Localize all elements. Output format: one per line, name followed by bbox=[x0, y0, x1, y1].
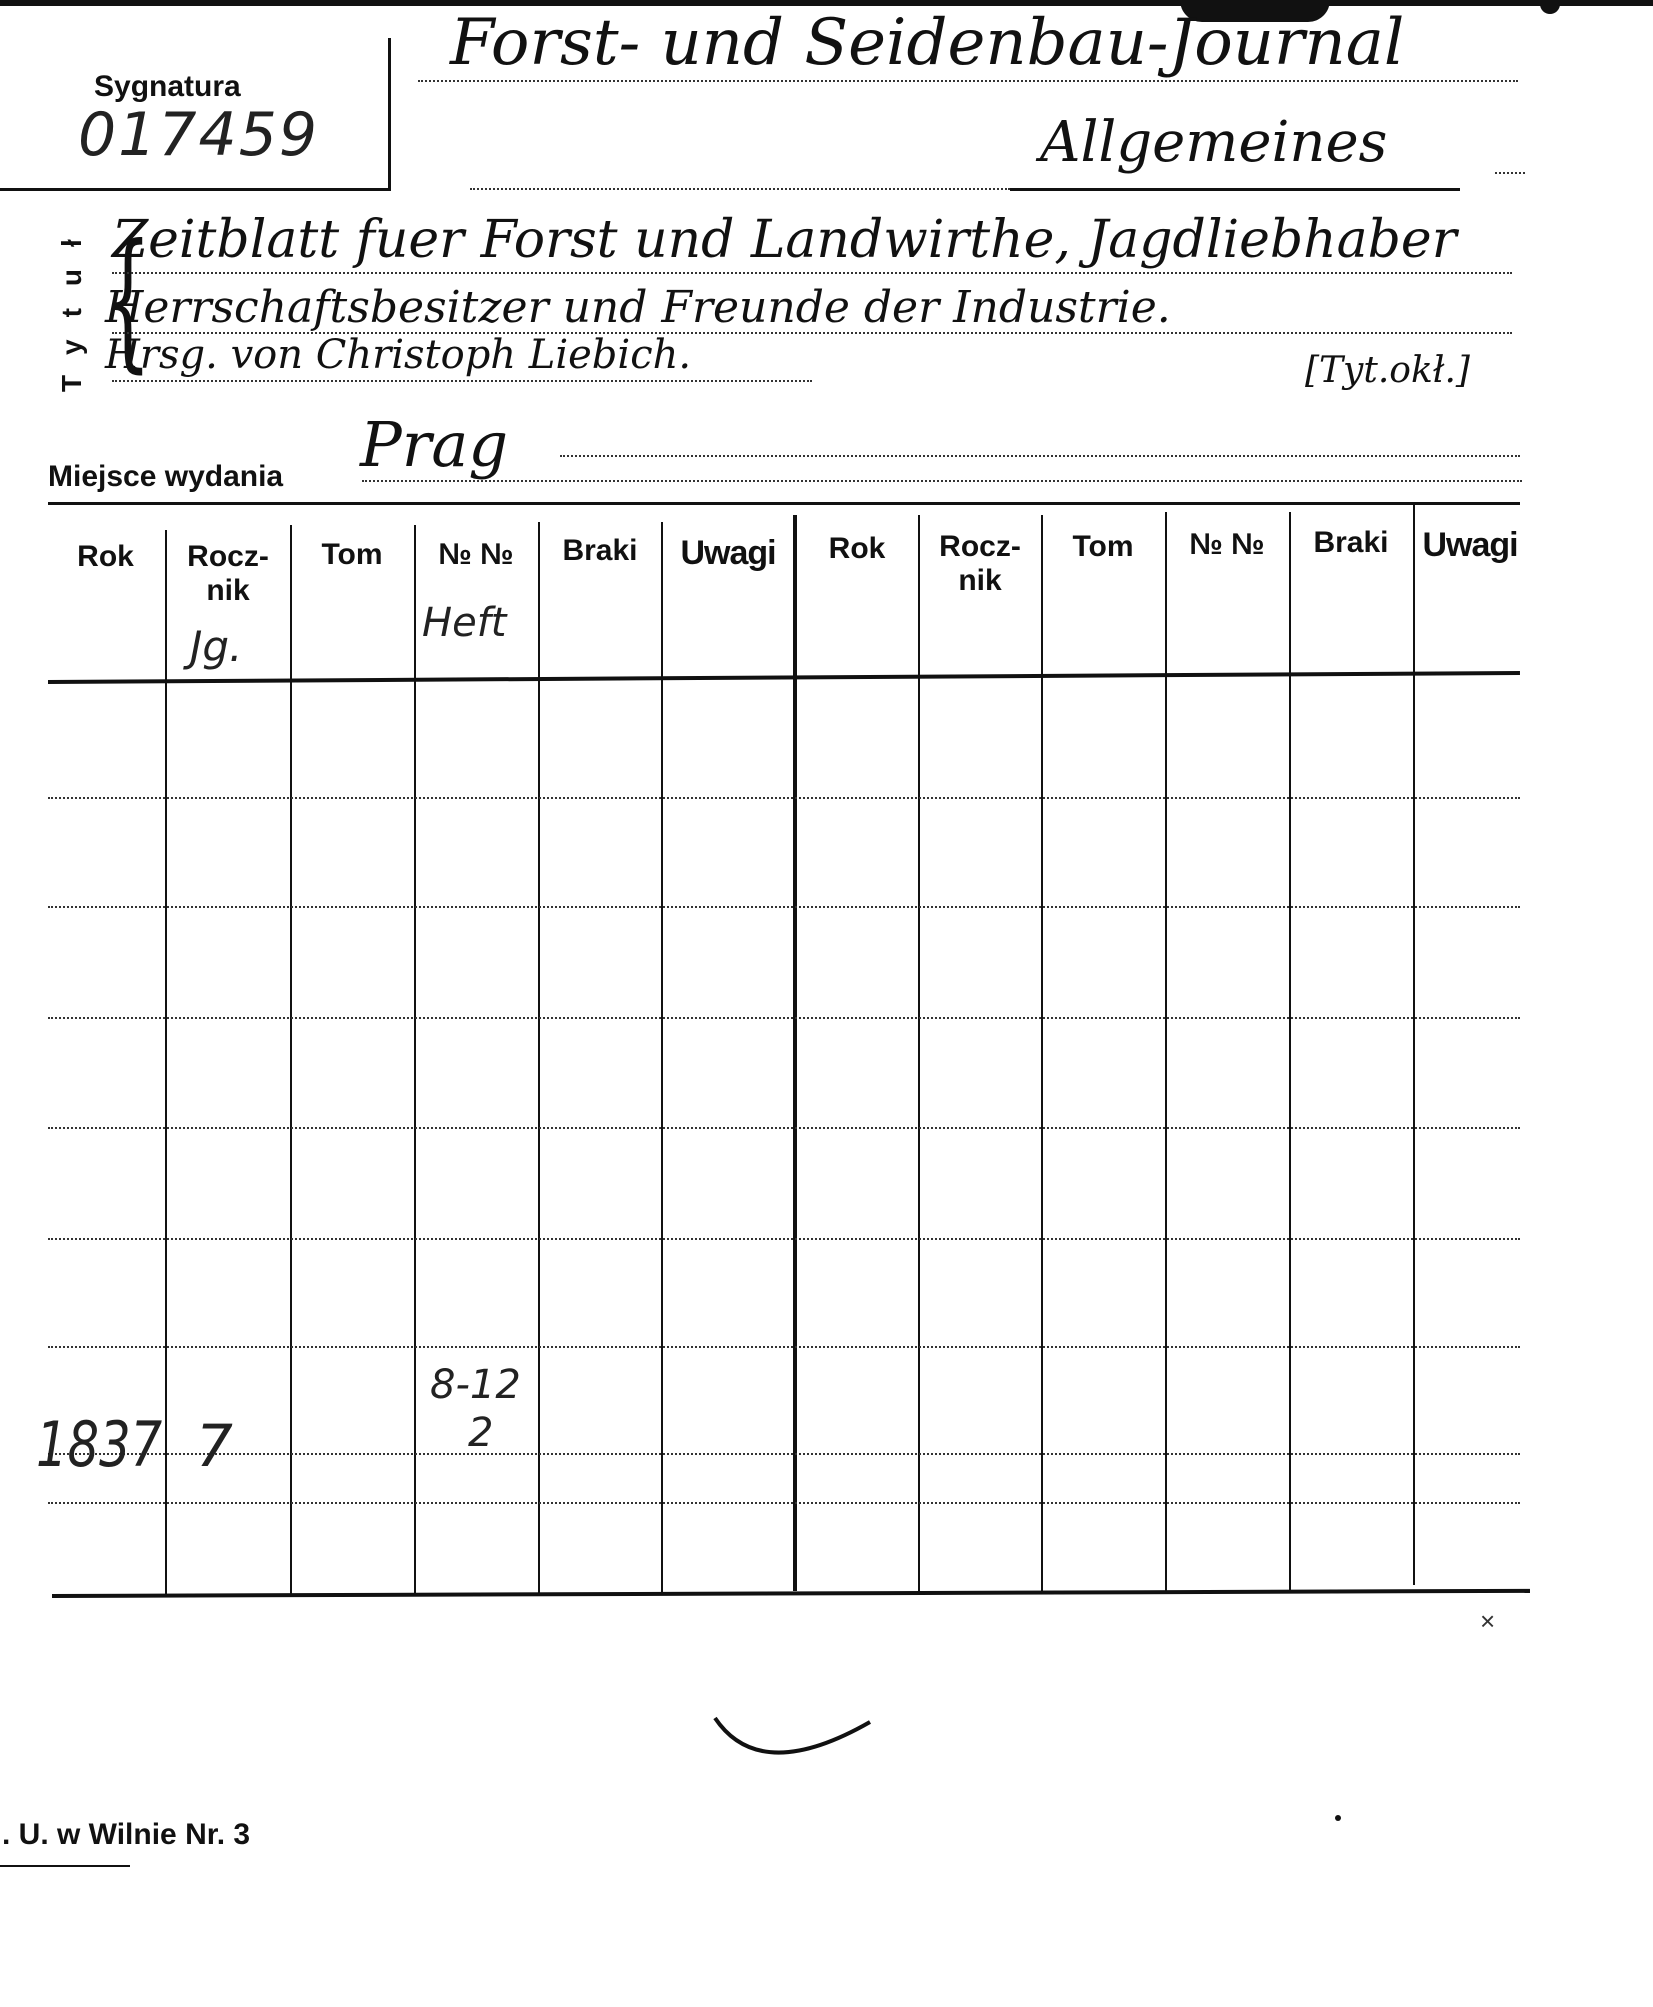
title-dotted-line bbox=[418, 80, 1518, 82]
row-dotted-line bbox=[48, 1502, 1520, 1504]
tytul-line-3: Hrsg. von Christoph Liebich. bbox=[105, 332, 692, 378]
header-numery-left: № № bbox=[438, 538, 514, 571]
header-braki-left: Braki bbox=[562, 534, 638, 567]
header-numery-right: № № bbox=[1189, 528, 1265, 561]
col-line-11 bbox=[1413, 505, 1415, 1585]
table-top-border bbox=[48, 502, 1520, 505]
stray-mark: × bbox=[1480, 1606, 1496, 1636]
col-line-1 bbox=[165, 530, 167, 1594]
subject-heading: Allgemeines bbox=[1040, 110, 1388, 175]
sygnatura-label: Sygnatura bbox=[94, 70, 241, 103]
tytul-note: [Tyt.okł.] bbox=[1305, 350, 1470, 391]
entry-numery-top: 8-12 bbox=[430, 1362, 521, 1408]
journal-title: Forst- und Seidenbau-Journal bbox=[450, 6, 1405, 80]
scan-blot-small bbox=[1540, 0, 1560, 14]
table-bottom-border bbox=[52, 1589, 1530, 1598]
row-dotted-line bbox=[48, 797, 1520, 799]
miejsce-dotted-line-upper bbox=[560, 455, 1520, 457]
header-tom-left: Tom bbox=[321, 538, 383, 571]
hand-numery-header: Heft bbox=[422, 600, 507, 646]
table-header-bottom-border bbox=[48, 671, 1520, 684]
col-line-2 bbox=[290, 525, 292, 1594]
entry-rok: 1837 bbox=[36, 1408, 163, 1481]
entry-rocznik: 7 bbox=[196, 1412, 233, 1480]
miejsce-label: Miejsce wydania bbox=[48, 460, 284, 493]
col-line-3 bbox=[414, 525, 416, 1594]
col-line-10 bbox=[1289, 512, 1291, 1591]
tytul-dotted-line-1 bbox=[112, 272, 1512, 274]
stray-curve bbox=[700, 1700, 880, 1780]
header-uwagi-right: Uwagi bbox=[1422, 526, 1518, 564]
header-rok-right: Rok bbox=[828, 532, 886, 565]
tytul-brace: { bbox=[103, 213, 152, 387]
header-braki-right: Braki bbox=[1313, 526, 1389, 559]
printer-note: . U. w Wilnie Nr. 3 bbox=[2, 1818, 251, 1851]
row-dotted-line bbox=[48, 1017, 1520, 1019]
sygnatura-value: 017459 bbox=[78, 100, 320, 170]
header-tom-right: Tom bbox=[1072, 530, 1134, 563]
col-line-8 bbox=[1041, 515, 1043, 1591]
tytul-line-1: Zeitblatt fuer Forst und Landwirthe, Jagdliebhaber bbox=[112, 210, 1457, 270]
row-dotted-line bbox=[48, 1346, 1520, 1348]
tytul-label: Tytuł bbox=[56, 217, 87, 392]
row-dotted-line bbox=[48, 906, 1520, 908]
hand-rocznik-header: Jg. bbox=[190, 622, 243, 671]
tytul-dotted-line-3 bbox=[112, 380, 812, 382]
header-uwagi-left: Uwagi bbox=[680, 534, 776, 572]
header-rok-left: Rok bbox=[77, 540, 134, 573]
tytul-line-2: Herrschaftsbesitzer und Freunde der Industrie. bbox=[105, 282, 1171, 333]
row-dotted-line bbox=[48, 1127, 1520, 1129]
header-rocznik-left: Rocz- nik bbox=[187, 540, 269, 607]
row-dotted-line bbox=[48, 1238, 1520, 1240]
col-line-5 bbox=[661, 522, 663, 1594]
miejsce-value: Prag bbox=[360, 408, 509, 481]
subject-dotted-line-right bbox=[1495, 172, 1525, 174]
footer-line bbox=[0, 1865, 130, 1867]
col-line-4 bbox=[538, 522, 540, 1594]
col-line-7 bbox=[918, 515, 920, 1591]
miejsce-dotted-line bbox=[362, 480, 1522, 482]
subject-dotted-line bbox=[470, 188, 1010, 190]
stray-dot bbox=[1335, 1815, 1341, 1821]
entry-numery-bottom: 2 bbox=[468, 1410, 494, 1456]
subject-underline bbox=[1010, 188, 1460, 191]
col-line-9 bbox=[1165, 512, 1167, 1591]
header-rocznik-right: Rocz- nik bbox=[939, 530, 1021, 597]
row-dotted-line bbox=[48, 1453, 1520, 1455]
col-line-center bbox=[793, 515, 797, 1591]
